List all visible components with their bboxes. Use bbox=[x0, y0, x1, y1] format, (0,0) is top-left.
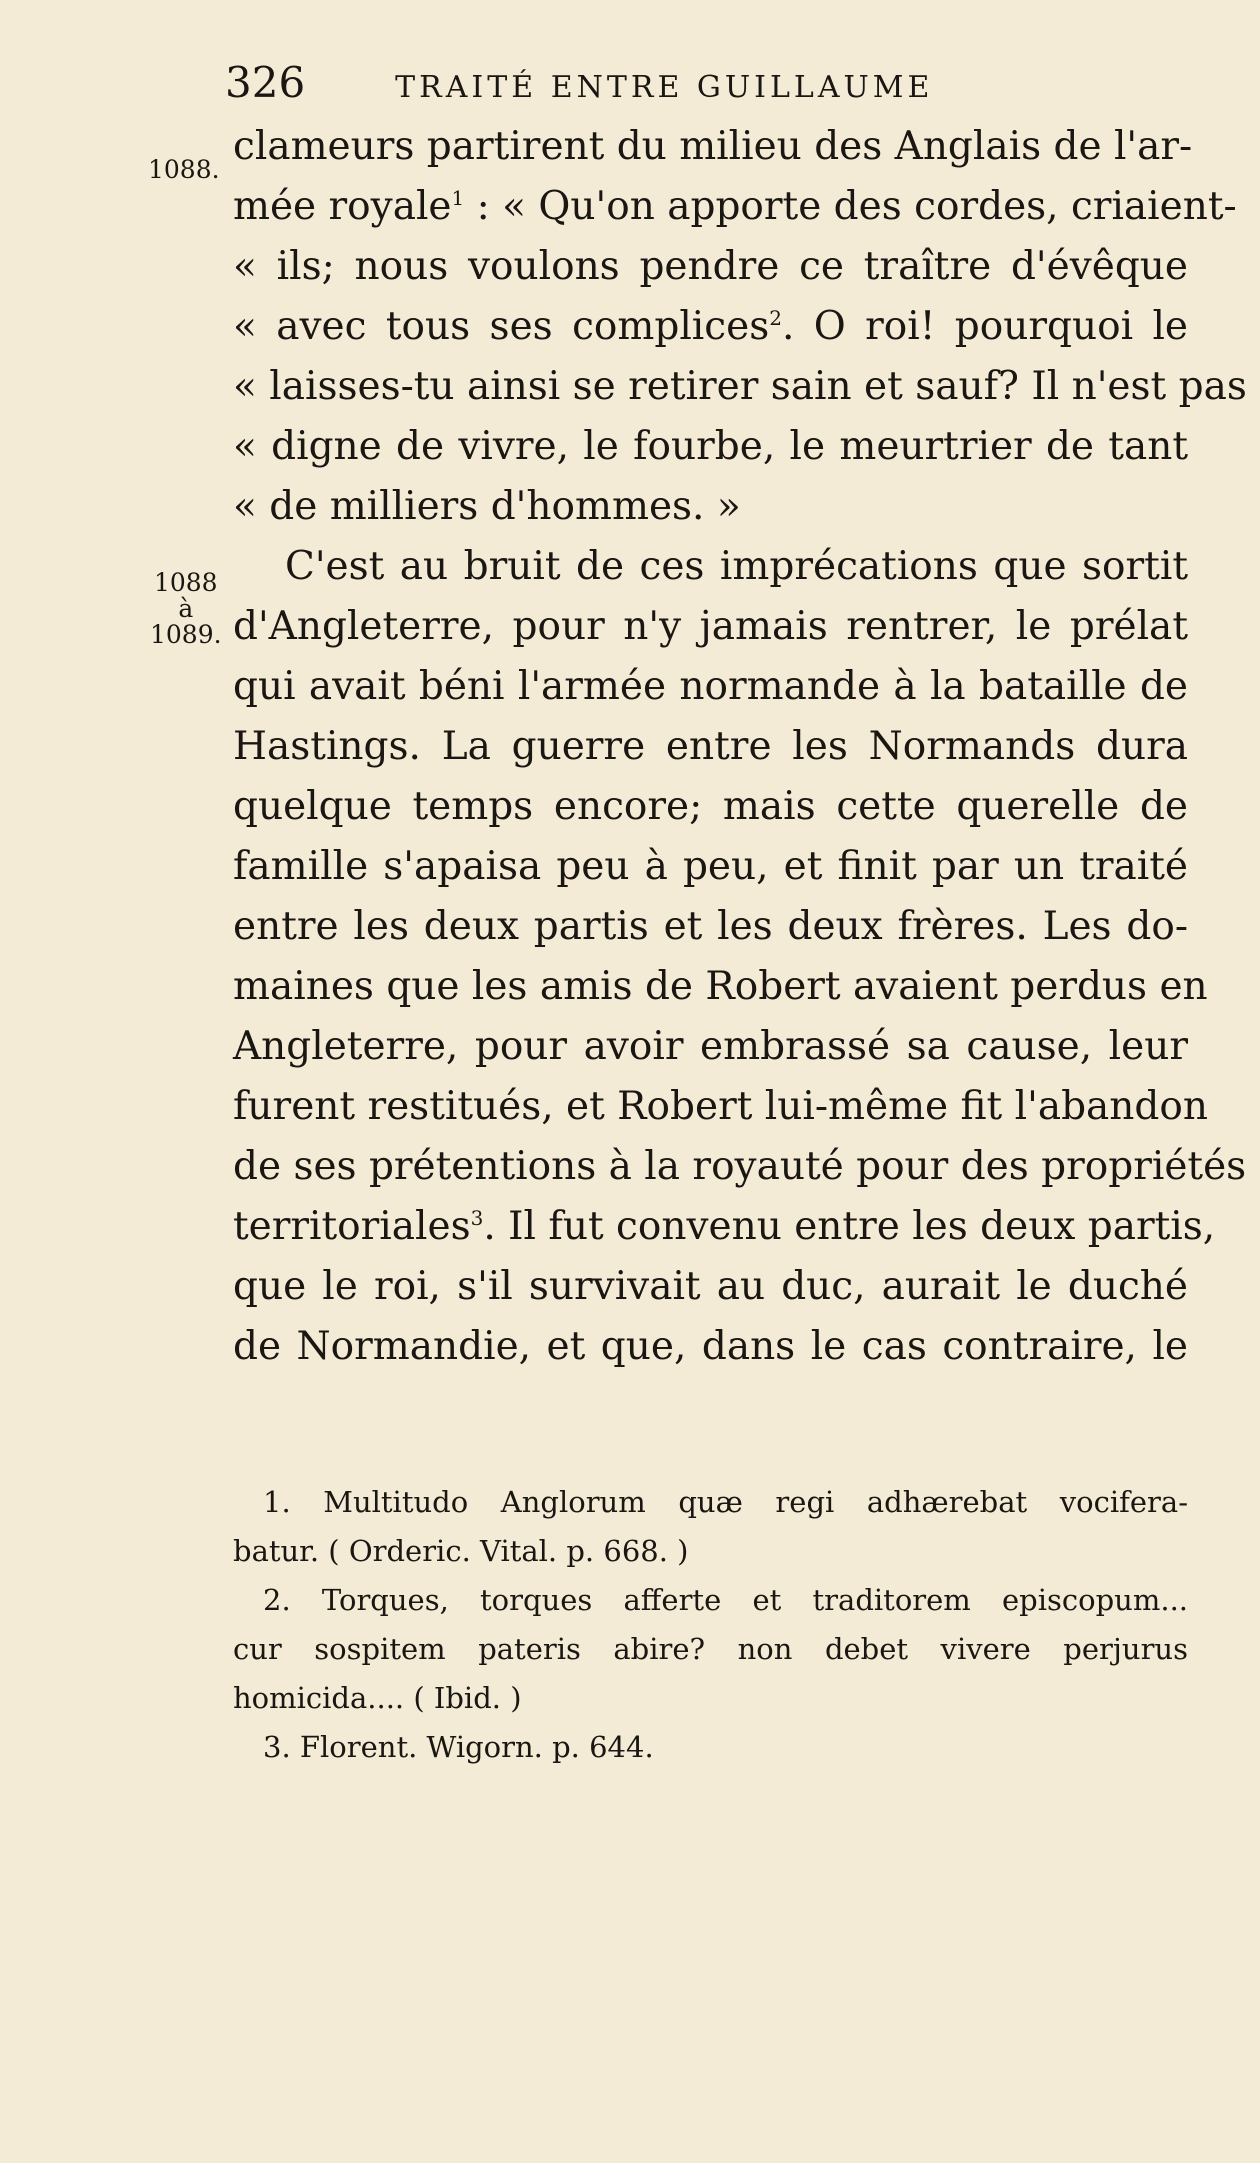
text-line: Angleterre, pour avoir embrassé sa cause, leur bbox=[233, 1024, 1188, 1069]
text-line: de Normandie, et que, dans le cas contraire, le bbox=[233, 1324, 1188, 1369]
margin-date-mid: à bbox=[178, 594, 194, 623]
text-line: que le roi, s'il survivait au duc, aurait le duché bbox=[233, 1264, 1188, 1309]
footnote-line: 3. Florent. Wigorn. p. 644. bbox=[263, 1730, 654, 1764]
note-ref-2: 2 bbox=[769, 306, 782, 330]
text-line: de ses prétentions à la royauté pour des propriétés bbox=[233, 1144, 1247, 1189]
text-line: d'Angleterre, pour n'y jamais rentrer, le prélat bbox=[233, 604, 1188, 649]
text-line: Hastings. La guerre entre les Normands dura bbox=[233, 724, 1188, 769]
text-line: « ils; nous voulons pendre ce traître d'évêque bbox=[233, 244, 1188, 289]
running-title: TRAITÉ ENTRE GUILLAUME bbox=[395, 70, 934, 105]
footnote-line: 1. Multitudo Anglorum quæ regi adhærebat vocifera- bbox=[263, 1485, 1188, 1519]
text-line: « laisses-tu ainsi se retirer sain et sauf? Il n'est pas bbox=[233, 364, 1247, 409]
margin-date-end: 1089. bbox=[150, 620, 222, 649]
footnote-line: cur sospitem pateris abire? non debet vivere perjurus bbox=[233, 1632, 1188, 1666]
margin-date-1088 bbox=[148, 157, 220, 183]
text-line: furent restitués, et Robert lui-même fit l'abandon bbox=[233, 1084, 1208, 1129]
text-fragment: territoriales bbox=[233, 1204, 471, 1249]
text-line: entre les deux partis et les deux frères. Les do- bbox=[233, 904, 1188, 949]
text-fragment: . Il fut convenu entre les deux partis, bbox=[483, 1204, 1216, 1249]
text-line: C'est au bruit de ces imprécations que sortit bbox=[285, 544, 1188, 589]
text-fragment: . O roi! pourquoi le bbox=[781, 304, 1188, 349]
text-line bbox=[233, 177, 1237, 237]
note-ref-3: 3 bbox=[470, 1206, 484, 1230]
footnote-line: 2. Torques, torques afferte et traditorem episcopum... bbox=[263, 1583, 1188, 1617]
footnote-line: batur. ( Orderic. Vital. p. 668. ) bbox=[233, 1534, 689, 1568]
text-line: quelque temps encore; mais cette querelle de bbox=[233, 784, 1188, 829]
main-text bbox=[233, 117, 1247, 1377]
page-number: 326 bbox=[225, 58, 306, 107]
margin-date-text: 1088. bbox=[148, 155, 220, 184]
note-ref-1: 1 bbox=[451, 186, 465, 210]
text-line: maines que les amis de Robert avaient perdus en bbox=[233, 964, 1208, 1009]
margin-date-range bbox=[150, 570, 222, 648]
footnotes bbox=[233, 1478, 1188, 1772]
text-line bbox=[233, 1197, 1216, 1257]
text-line: « de milliers d'hommes. » bbox=[233, 484, 741, 529]
text-line: qui avait béni l'armée normande à la bataille de bbox=[233, 664, 1188, 709]
margin-date-start: 1088 bbox=[153, 568, 218, 597]
text-fragment: mée royale bbox=[233, 184, 452, 229]
text-line: « digne de vivre, le fourbe, le meurtrier de tant bbox=[233, 424, 1188, 469]
text-fragment: « avec tous ses complices bbox=[233, 304, 770, 349]
page-header bbox=[225, 58, 965, 107]
footnote-line: homicida.... ( Ibid. ) bbox=[233, 1681, 522, 1715]
text-fragment: : « Qu'on apporte des cordes, criaient- bbox=[464, 184, 1237, 229]
text-line bbox=[233, 297, 1188, 357]
text-line: famille s'apaisa peu à peu, et finit par un traité bbox=[233, 844, 1188, 889]
text-line: clameurs partirent du milieu des Anglais de l'ar- bbox=[233, 124, 1193, 169]
